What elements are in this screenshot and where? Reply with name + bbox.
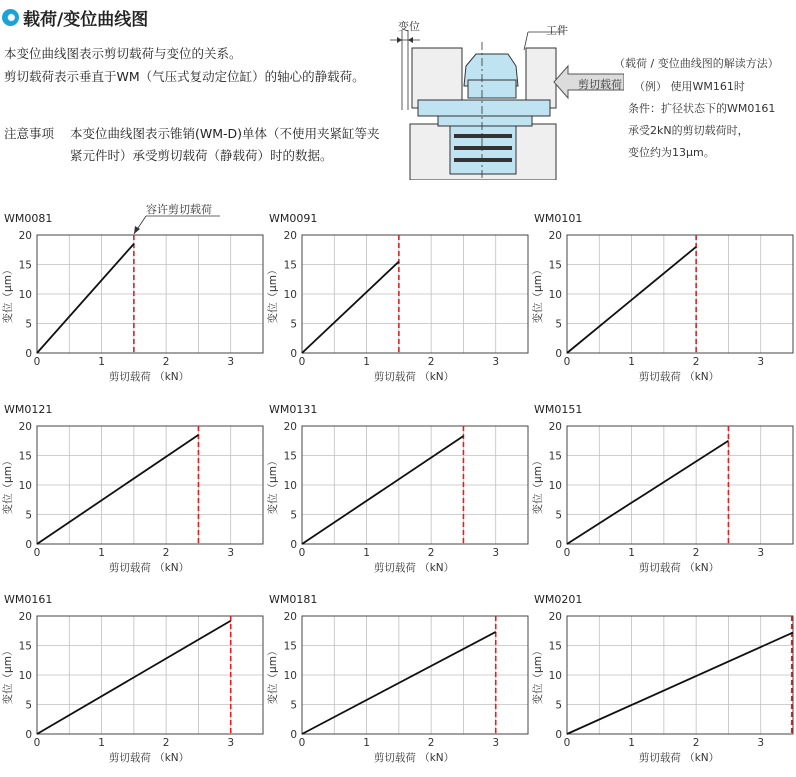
diagram-label-workpiece: 工件 (546, 24, 568, 37)
chart-title: WM0121 (4, 403, 53, 416)
y-tick-label: 15 (18, 259, 32, 272)
y-tick-label: 10 (18, 480, 32, 492)
x-tick-label: 1 (628, 356, 635, 368)
reading-condition: 条件：扩径状态下的WM0161 (628, 102, 776, 115)
displacement-series-line (567, 441, 728, 544)
chart-title: WM0131 (269, 403, 318, 416)
chart-wm0101 (531, 212, 793, 383)
y-axis-label: 变位（μm） (267, 455, 279, 515)
x-tick-label: 2 (427, 356, 435, 368)
x-tick-label: 2 (162, 356, 170, 368)
chart-wm0091 (266, 212, 528, 383)
x-tick-label: 2 (427, 547, 435, 559)
chart-title: WM0151 (534, 403, 583, 416)
x-tick-label: 1 (628, 737, 635, 749)
x-tick-label: 1 (363, 356, 370, 368)
x-tick-label: 3 (757, 737, 765, 749)
x-axis-label: 剪切载荷 （kN） (108, 752, 190, 764)
chart-wm0131 (266, 403, 528, 574)
notes-line-1: 本变位曲线图表示锥销(WM-D)单体（不使用夹紧缸等夹 (70, 126, 380, 141)
y-axis-label: 变位（μm） (532, 645, 544, 705)
x-tick-label: 3 (227, 737, 235, 749)
displacement-series-line (302, 262, 399, 353)
x-tick-label: 1 (628, 547, 635, 559)
chart-title: WM0181 (269, 593, 318, 606)
displacement-series-line (567, 633, 793, 734)
x-tick-label: 1 (98, 737, 105, 749)
x-tick-label: 0 (298, 356, 306, 368)
displacement-series-line (302, 436, 463, 544)
chart-title: WM0161 (4, 593, 53, 606)
x-tick-label: 0 (563, 547, 571, 559)
y-tick-label: 15 (548, 640, 562, 653)
x-axis-label: 剪切载荷 （kN） (108, 562, 190, 574)
reading-load: 承受2kN的剪切载荷时， (628, 124, 749, 137)
y-tick-label: 20 (283, 421, 297, 433)
x-tick-label: 1 (98, 547, 105, 559)
x-axis-label: 剪切载荷 （kN） (638, 371, 720, 383)
chart-wm0121 (1, 403, 263, 574)
reading-title: （载荷 / 变位曲线图的解读方法） (614, 57, 779, 70)
notes-label: 注意事项 (4, 126, 55, 141)
x-tick-label: 0 (33, 547, 41, 559)
y-tick-label: 0 (25, 539, 32, 551)
y-tick-label: 0 (555, 348, 562, 360)
y-tick-label: 20 (18, 611, 32, 623)
x-axis-label: 剪切载荷 （kN） (108, 371, 190, 383)
chart-wm0081 (1, 212, 263, 383)
y-tick-label: 5 (555, 699, 562, 712)
x-tick-label: 3 (492, 547, 500, 559)
y-tick-label: 15 (18, 640, 32, 653)
x-tick-label: 2 (162, 737, 170, 749)
chart-wm0151 (531, 403, 793, 574)
diagram-label-displacement: 变位 (398, 20, 420, 33)
y-tick-label: 15 (548, 450, 562, 463)
y-tick-label: 15 (283, 259, 297, 272)
description-line-1: 本变位曲线图表示剪切载荷与变位的关系。 (4, 46, 242, 61)
y-tick-label: 0 (25, 729, 32, 741)
y-tick-label: 20 (283, 611, 297, 623)
x-tick-label: 2 (692, 547, 700, 559)
y-tick-label: 10 (18, 670, 32, 682)
y-tick-label: 0 (290, 729, 297, 741)
y-tick-label: 0 (555, 539, 562, 551)
notes-line-2: 紧元件时）承受剪切载荷（静载荷）时的数据。 (70, 148, 333, 163)
allowable-shear-label: 容许剪切载荷 (146, 203, 212, 216)
x-tick-label: 3 (757, 547, 765, 559)
y-tick-label: 10 (18, 289, 32, 301)
y-tick-label: 20 (283, 230, 297, 242)
x-tick-label: 0 (33, 356, 41, 368)
x-tick-label: 1 (98, 356, 105, 368)
y-axis-label: 变位（μm） (2, 455, 14, 515)
y-tick-label: 0 (555, 729, 562, 741)
displacement-series-line (37, 244, 134, 353)
chart-title: WM0201 (534, 593, 583, 606)
x-axis-label: 剪切载荷 （kN） (373, 371, 455, 383)
reading-result: 变位约为13μm。 (628, 146, 715, 159)
chart-title: WM0081 (4, 212, 53, 225)
y-tick-label: 10 (283, 480, 297, 492)
x-tick-label: 2 (427, 737, 435, 749)
y-tick-label: 10 (283, 289, 297, 301)
y-axis-label: 变位（μm） (532, 455, 544, 515)
chart-title: WM0091 (269, 212, 318, 225)
y-axis-label: 变位（μm） (532, 264, 544, 324)
y-tick-label: 10 (548, 480, 562, 492)
y-tick-label: 5 (290, 509, 297, 522)
x-tick-label: 3 (227, 356, 235, 368)
y-tick-label: 20 (548, 230, 562, 242)
y-tick-label: 20 (18, 230, 32, 242)
x-tick-label: 3 (492, 737, 500, 749)
x-tick-label: 0 (563, 737, 571, 749)
displacement-series-line (37, 435, 198, 544)
x-axis-label: 剪切载荷 （kN） (638, 562, 720, 574)
y-axis-label: 变位（μm） (2, 645, 14, 705)
x-axis-label: 剪切载荷 （kN） (373, 562, 455, 574)
x-tick-label: 3 (492, 356, 500, 368)
page-title: 载荷/变位曲线图 (23, 9, 149, 30)
x-axis-label: 剪切载荷 （kN） (373, 752, 455, 764)
x-tick-label: 0 (563, 356, 571, 368)
x-tick-label: 1 (363, 547, 370, 559)
x-axis-label: 剪切载荷 （kN） (638, 752, 720, 764)
chart-title: WM0101 (534, 212, 583, 225)
y-tick-label: 5 (290, 699, 297, 712)
y-tick-label: 5 (25, 699, 32, 712)
x-tick-label: 2 (692, 356, 700, 368)
x-tick-label: 3 (757, 356, 765, 368)
description-line-2: 剪切载荷表示垂直于WM（气压式复动定位缸）的轴心的静载荷。 (4, 69, 365, 84)
y-tick-label: 20 (548, 611, 562, 623)
y-tick-label: 20 (548, 421, 562, 433)
y-tick-label: 5 (25, 318, 32, 331)
x-tick-label: 3 (227, 547, 235, 559)
y-tick-label: 15 (283, 450, 297, 463)
y-tick-label: 0 (290, 348, 297, 360)
x-tick-label: 2 (692, 737, 700, 749)
diagram-label-shear: 剪切载荷 (578, 78, 622, 91)
y-axis-label: 变位（μm） (2, 264, 14, 324)
y-tick-label: 20 (18, 421, 32, 433)
y-tick-label: 5 (290, 318, 297, 331)
y-tick-label: 15 (548, 259, 562, 272)
y-axis-label: 变位（μm） (267, 264, 279, 324)
y-tick-label: 15 (18, 450, 32, 463)
y-tick-label: 5 (555, 318, 562, 331)
y-tick-label: 0 (25, 348, 32, 360)
x-tick-label: 0 (298, 737, 306, 749)
y-tick-label: 5 (25, 509, 32, 522)
x-tick-label: 2 (162, 547, 170, 559)
y-tick-label: 10 (548, 289, 562, 301)
y-tick-label: 5 (555, 509, 562, 522)
x-tick-label: 0 (33, 737, 41, 749)
y-tick-label: 15 (283, 640, 297, 653)
x-tick-label: 1 (363, 737, 370, 749)
y-tick-label: 10 (283, 670, 297, 682)
chart-wm0181 (266, 593, 528, 764)
y-tick-label: 10 (548, 670, 562, 682)
chart-wm0161 (1, 593, 263, 764)
reading-example: （例） 使用WM161时 (634, 80, 745, 93)
y-axis-label: 变位（μm） (267, 645, 279, 705)
y-tick-label: 0 (290, 539, 297, 551)
x-tick-label: 0 (298, 547, 306, 559)
chart-wm0201 (531, 593, 793, 764)
